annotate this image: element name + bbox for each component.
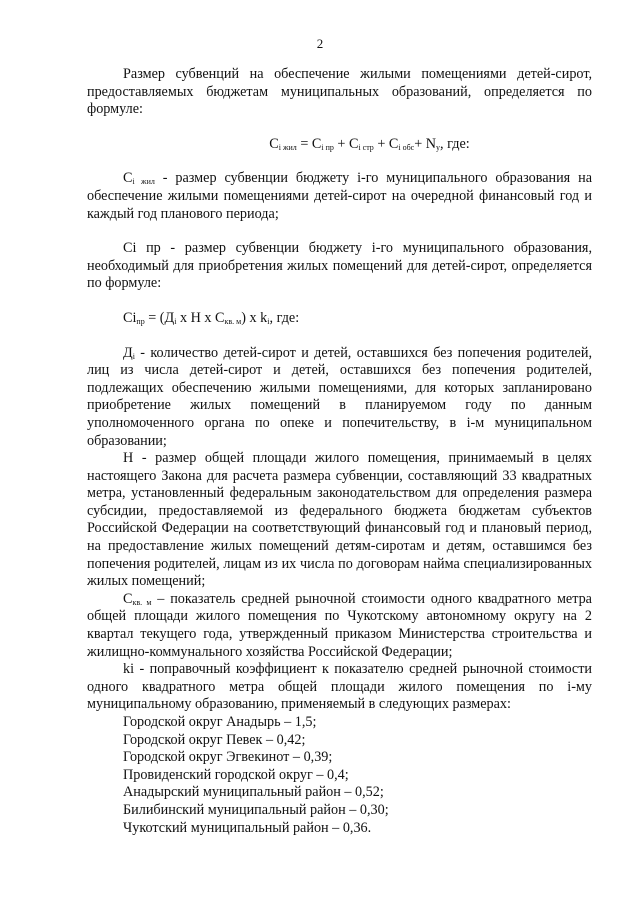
formula-subvention-total: $C_{i жил} = C_{i пр} + C_{i стр} + C_{i обс}+ N_y$, где: [269, 135, 470, 152]
list-item: Чукотский муниципальный район – 0,36. [123, 819, 372, 836]
definition-ki: ki - поправочный коэффициент к показателю средней рыночной стоимости одного квадратного метра общей площади жилого помещения по i-му муниципальному образованию, применяемый в следующих размерах: [87, 661, 592, 713]
document-body [87, 66, 592, 837]
list-item: Городской округ Анадырь – 1,5; [123, 714, 317, 730]
page-number: 2 [316, 36, 324, 51]
list-item: Анадырский муниципальный район – 0,52; [123, 784, 384, 801]
intro-paragraph: Размер субвенций на обеспечение жилыми помещениями детей-сирот, предоставляемых бюджетам муниципальных образований, определяется по формуле: [87, 66, 592, 118]
definition-h: H - размер общей площади жилого помещения, принимаемый в целях настоящего Закона для расчета размера субвенции, составляющий 33 квадратных метра, установленный федеральным законодательством для определения размера субсидии, предоставляемой из федерального бюджета бюджетам субъектов Российской Федерации на соответствующий финансовый год и плановый период, на предоставление жилых помещений детям-сиротам и детям, оставшимся без попечения родителей, лицам из их числа по договорам найма специализированных жилых помещений; [87, 450, 592, 590]
formula-purchase: $Ci_{пр} = (Д_i$ x H x $C_{кв. м}$) x $k_i$, где: [123, 309, 300, 326]
definition-d: $Д_i$ - количество детей-сирот и детей, оставшихся без попечения родителей, лиц из числа детей-сирот и детей, оставшихся без попечения родителей, подлежащих обеспечению жилыми помещениями, для которых запланировано приобретение жилых помещений в планируемом году по данным уполномоченного органа по опеке и попечительству, в i-м муниципальном образовании; [87, 344, 592, 449]
list-item: Городской округ Певек – 0,42; [123, 731, 306, 748]
definition-c-zhil: $C_{i жил}$ - размер субвенции бюджету i-го муниципального образования на обеспечение жилыми помещениями детей-сирот на очередной финансовый год и каждый год планового периода; [87, 170, 592, 222]
list-item: Провиденский городской округ – 0,4; [123, 766, 349, 783]
definition-c-pr: Ci пр - размер субвенции бюджету i-го муниципального образования, необходимый для приобретения жилых помещений для детей-сирот, определяется по формуле: [87, 240, 592, 292]
definition-c-kvm: $C_{кв. м}$ – показатель средней рыночной стоимости одного квадратного метра общей площади жилого помещения по Чукотскому автономному округу на 2 квартал текущего года, утвержденный приказом Министерства строительства и жилищно-коммунального хозяйства Российской Федерации; [87, 590, 592, 660]
coefficient-list [87, 714, 592, 837]
list-item: Билибинский муниципальный район – 0,30; [123, 801, 389, 818]
list-item: Городской округ Эгвекинот – 0,39; [123, 749, 333, 766]
